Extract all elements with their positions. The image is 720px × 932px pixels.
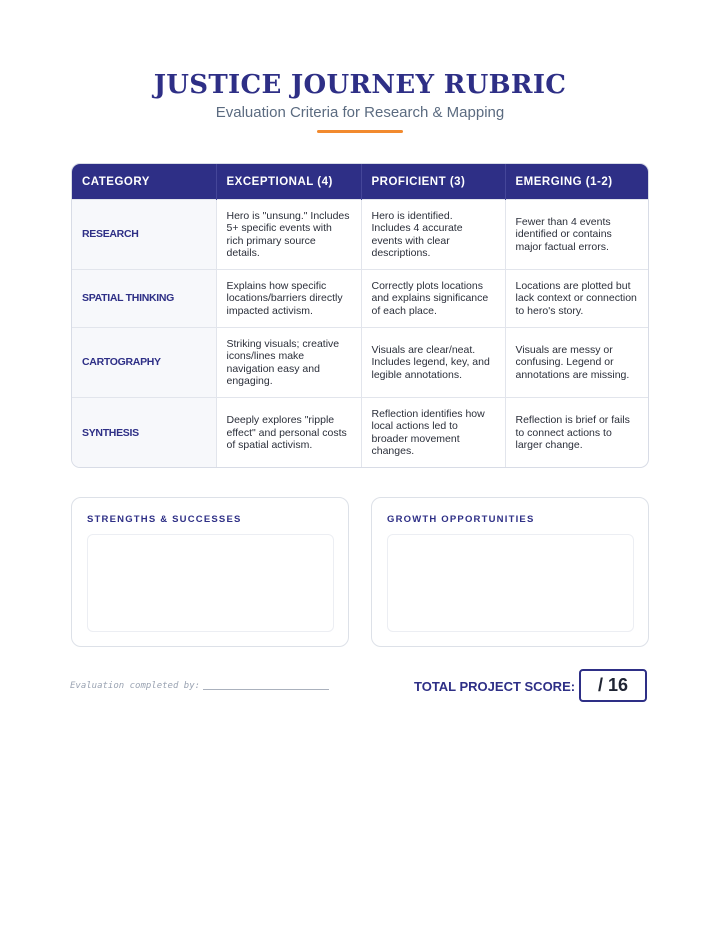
cell-emerging: Locations are plotted but lack context or connection to hero's story.: [505, 270, 648, 328]
growth-label: GROWTH OPPORTUNITIES: [387, 514, 535, 525]
row-category: CARTOGRAPHY: [72, 328, 216, 398]
row-category: RESEARCH: [72, 200, 216, 270]
row-category: SYNTHESIS: [72, 398, 216, 468]
rubric-row-synthesis: [72, 398, 648, 468]
cell-proficient: Reflection identifies how local actions led to broader movement changes.: [361, 398, 505, 468]
cell-exceptional: Hero is "unsung." Includes 5+ specific events with rich primary source details.: [216, 200, 361, 270]
rubric-row-spatial-thinking: [72, 270, 648, 328]
evaluator-signature-line[interactable]: [203, 689, 329, 690]
evaluation-completed-label: Evaluation completed by:: [70, 681, 201, 691]
page-subtitle: Evaluation Criteria for Research & Mapping: [215, 104, 505, 121]
cell-proficient: Correctly plots locations and explains significance of each place.: [361, 270, 505, 328]
cell-exceptional: Explains how specific locations/barriers directly impacted activism.: [216, 270, 361, 328]
strengths-card: [71, 497, 349, 647]
total-score-box[interactable]: [579, 669, 647, 702]
cell-emerging: Reflection is brief or fails to connect actions to larger change.: [505, 398, 648, 468]
growth-notes-area[interactable]: [387, 534, 634, 632]
strengths-notes-area[interactable]: [87, 534, 334, 632]
cell-proficient: Visuals are clear/neat. Includes legend, key, and legible annotations.: [361, 328, 505, 398]
column-header-emerging: EMERGING (1-2): [505, 164, 648, 200]
title-accent-bar: [317, 130, 403, 133]
total-score-label: TOTAL PROJECT SCORE:: [414, 679, 576, 694]
cell-exceptional: Striking visuals; creative icons/lines make navigation easy and engaging.: [216, 328, 361, 398]
rubric-row-research: [72, 200, 648, 270]
rubric-table: [71, 163, 649, 468]
column-header-proficient: PROFICIENT (3): [361, 164, 505, 200]
row-category: SPATIAL THINKING: [72, 270, 216, 328]
rubric-row-cartography: [72, 328, 648, 398]
rubric-header-row: [72, 164, 648, 200]
strengths-label: STRENGTHS & SUCCESSES: [87, 514, 242, 525]
column-header-category: CATEGORY: [72, 164, 216, 200]
cell-emerging: Fewer than 4 events identified or contains major factual errors.: [505, 200, 648, 270]
cell-emerging: Visuals are messy or confusing. Legend or annotations are missing.: [505, 328, 648, 398]
page-title: JUSTICE JOURNEY RUBRIC: [153, 70, 567, 100]
growth-card: [371, 497, 649, 647]
score-suffix: / 16: [597, 675, 629, 695]
cell-exceptional: Deeply explores "ripple effect" and personal costs of spatial activism.: [216, 398, 361, 468]
column-header-exceptional: EXCEPTIONAL (4): [216, 164, 361, 200]
cell-proficient: Hero is identified. Includes 4 accurate events with clear descriptions.: [361, 200, 505, 270]
